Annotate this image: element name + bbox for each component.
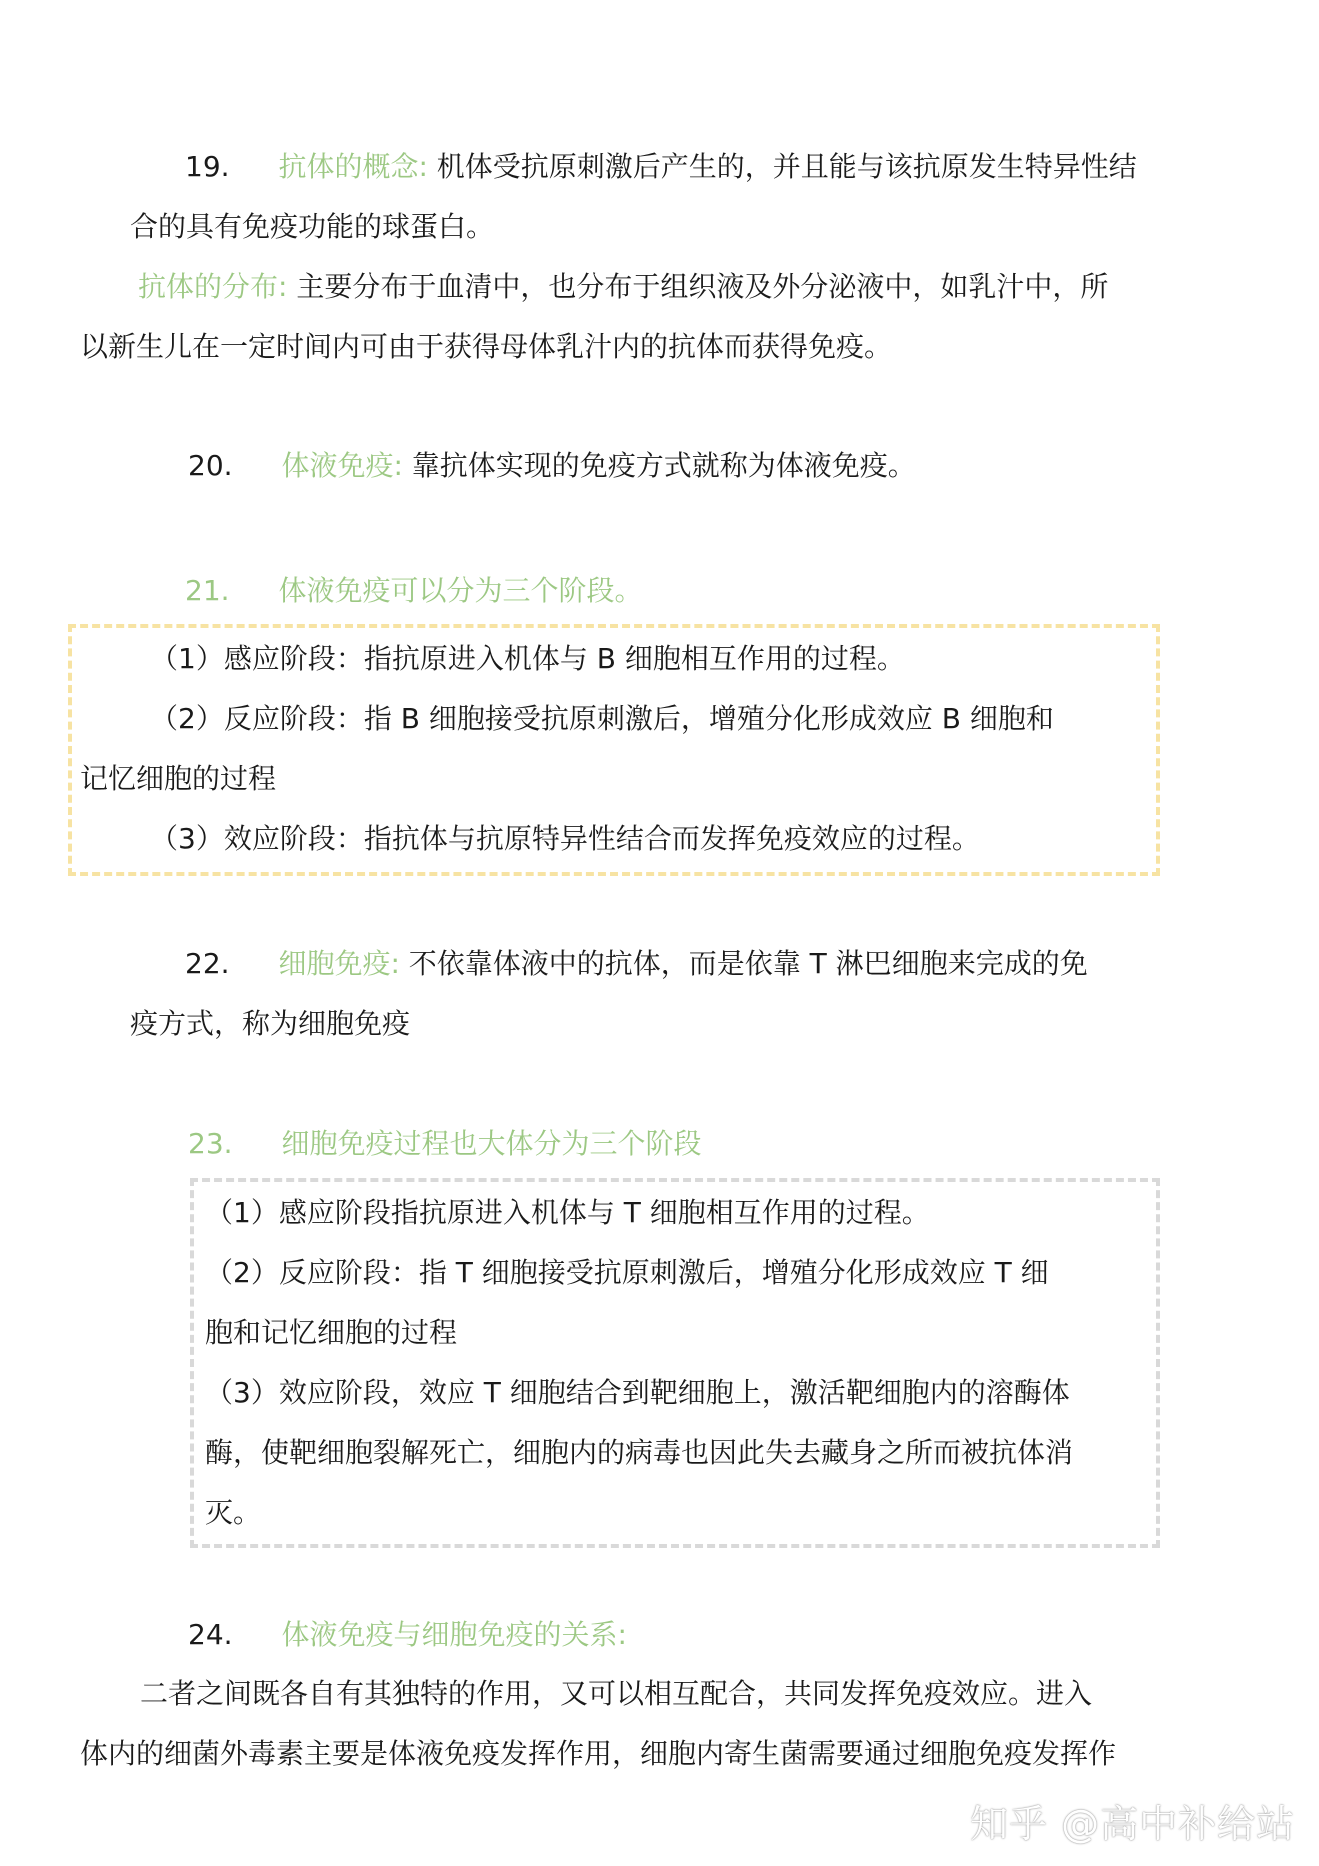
- item-22-line2: 疫方式，称为细胞免疫: [130, 1007, 411, 1040]
- item-19-line2: 合的具有免疫功能的球蛋白。: [130, 210, 495, 243]
- item-number: 21.: [185, 574, 230, 607]
- stage-2-line2: 胞和记忆细胞的过程: [205, 1316, 458, 1349]
- item-number: 19.: [185, 150, 230, 183]
- stage-3-line1: （3）效应阶段，效应 T 细胞结合到靶细胞上，激活靶细胞内的溶酶体: [205, 1376, 1070, 1409]
- stage-2-line2: 记忆细胞的过程: [80, 762, 277, 795]
- item-text: 主要分布于血清中，也分布于组织液及外分泌液中，如乳汁中，所: [296, 270, 1109, 303]
- item-24-line2: 体内的细菌外毒素主要是体液免疫发挥作用，细胞内寄生菌需要通过细胞免疫发挥作: [80, 1737, 1117, 1770]
- item-number: 24.: [188, 1618, 233, 1651]
- item-24-line1: 二者之间既各自有其独特的作用，又可以相互配合，共同发挥免疫效应。进入: [140, 1677, 1093, 1710]
- item-text: 靠抗体实现的免疫方式就称为体液免疫。: [411, 449, 916, 482]
- item-title: 细胞免疫:: [278, 947, 400, 980]
- stage-2-line1: （2）反应阶段：指 B 细胞接受抗原刺激后，增殖分化形成效应 B 细胞和: [150, 702, 1054, 735]
- item-title: 体液免疫可以分为三个阶段。: [278, 574, 643, 607]
- item-19-sub-line1: [138, 267, 1108, 307]
- item-title: 体液免疫:: [281, 449, 403, 482]
- item-text: 机体受抗原刺激后产生的，并且能与该抗原发生特异性结: [436, 150, 1137, 183]
- item-number: 22.: [185, 947, 230, 980]
- stage-3-line3: 灭。: [205, 1496, 262, 1529]
- item-19-sub-line2: 以新生儿在一定时间内可由于获得母体乳汁内的抗体而获得免疫。: [80, 330, 893, 363]
- stage-3-line2: 酶，使靶细胞裂解死亡，细胞内的病毒也因此失去藏身之所而被抗体消: [205, 1436, 1074, 1469]
- item-23-heading: [188, 1124, 701, 1164]
- item-title: 细胞免疫过程也大体分为三个阶段: [281, 1127, 702, 1160]
- item-20: [188, 446, 916, 486]
- stage-1: （1）感应阶段：指抗原进入机体与 B 细胞相互作用的过程。: [150, 642, 905, 675]
- watermark: 知乎 @高中补给站: [970, 1802, 1296, 1846]
- stage-1: （1）感应阶段指抗原进入机体与 T 细胞相互作用的过程。: [205, 1196, 930, 1229]
- item-21-heading: [185, 571, 642, 611]
- item-number: 20.: [188, 449, 233, 482]
- item-number: 23.: [188, 1127, 233, 1160]
- item-19-line1: [185, 147, 1137, 187]
- item-text: 不依靠体液中的抗体，而是依靠 T 淋巴细胞来完成的免: [408, 947, 1088, 980]
- stage-3: （3）效应阶段：指抗体与抗原特异性结合而发挥免疫效应的过程。: [150, 822, 980, 855]
- item-subtitle: 抗体的分布:: [138, 270, 288, 303]
- stages-box-cellular: [190, 1178, 1160, 1548]
- stage-2-line1: （2）反应阶段：指 T 细胞接受抗原刺激后，增殖分化形成效应 T 细: [205, 1256, 1049, 1289]
- item-title: 体液免疫与细胞免疫的关系:: [281, 1618, 627, 1651]
- item-22-line1: [185, 944, 1088, 984]
- item-24-heading: [188, 1615, 627, 1655]
- item-title: 抗体的概念:: [278, 150, 428, 183]
